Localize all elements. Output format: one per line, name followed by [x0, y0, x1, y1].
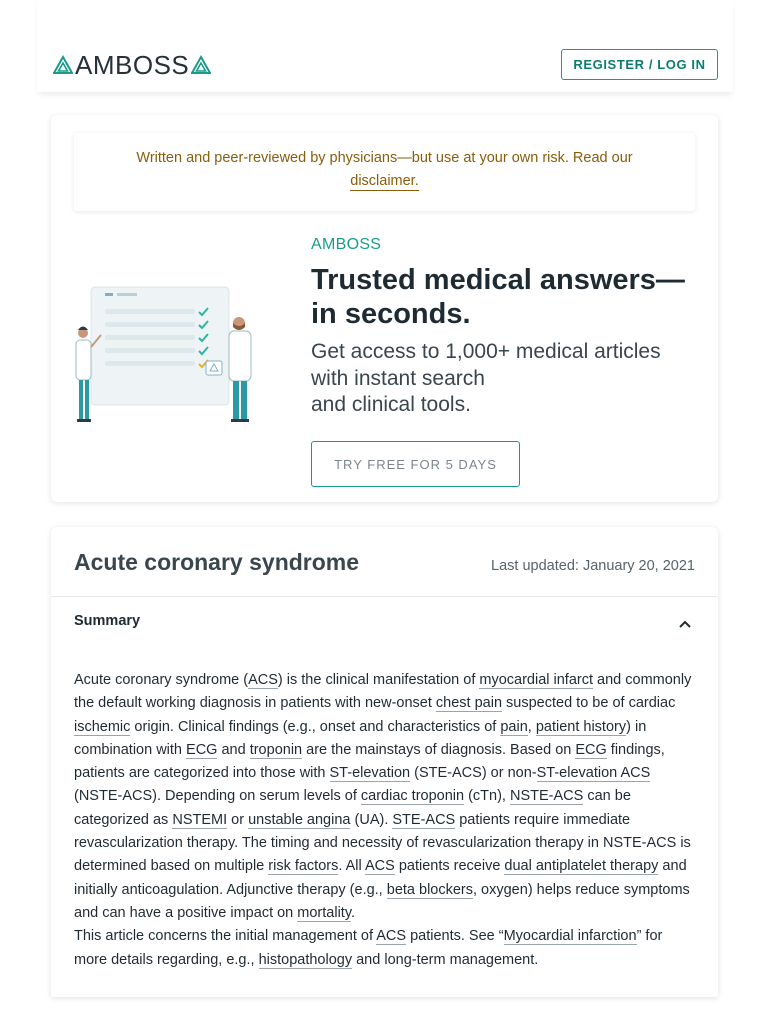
disclaimer-banner [74, 133, 695, 211]
brand-label: AMBOSS [311, 236, 382, 253]
subtitle-line: with instant search [311, 366, 485, 390]
term-link[interactable]: ST-elevation ACS [536, 765, 651, 782]
logo-triangle-icon [53, 55, 73, 75]
summary-paragraph: This article concerns the initial management of ACS patients. See “Myocardial infarction” for more details regarding, e.g., histopathology and long-term management. [74, 928, 663, 968]
logo-text: AMBOSS [75, 50, 190, 80]
term-link[interactable]: NSTE-ACS [510, 788, 584, 805]
section-title-summary[interactable]: Summary [74, 613, 141, 629]
term-link[interactable]: myocardial infarct [479, 672, 594, 688]
subtitle-line: Get access to 1,000+ medical articles [311, 340, 661, 363]
site-header [37, 0, 733, 92]
term-link[interactable]: chest pain [435, 695, 503, 712]
term-link[interactable]: ischemic [74, 718, 131, 735]
term-link[interactable]: Myocardial infarction [503, 928, 637, 945]
promo-title: Trusted medical answers—in seconds. [311, 264, 685, 330]
term-link[interactable]: unstable angina [248, 811, 351, 828]
summary-body [74, 669, 699, 972]
term-link[interactable]: pain [500, 718, 528, 735]
term-link[interactable]: NSTEMI [172, 811, 228, 828]
term-link[interactable]: mortality [297, 904, 351, 921]
term-link[interactable]: ST-elevation [329, 765, 411, 782]
amboss-logo[interactable] [53, 50, 211, 80]
term-link[interactable]: ACS [248, 672, 278, 688]
term-link[interactable]: beta blockers [386, 881, 473, 898]
promo-card [51, 115, 718, 502]
promo-subtitle [311, 339, 706, 419]
physicians-illustration [71, 285, 271, 445]
term-link[interactable]: ACS [376, 928, 407, 945]
term-link[interactable]: histopathology [258, 951, 353, 968]
term-link[interactable]: dual antiplatelet therapy [504, 858, 659, 875]
term-link[interactable]: ECG [575, 741, 607, 758]
last-updated: Last updated: January 20, 2021 [491, 558, 695, 574]
term-link[interactable]: patient history [535, 718, 627, 735]
divider [51, 596, 718, 597]
term-link[interactable]: STE-ACS [392, 811, 456, 828]
summary-paragraph: Acute coronary syndrome (ACS) is the clinical manifestation of myocardial infarct and commonly the default working diagnosis in patients with new-onset chest pain suspected to be of cardiac ischemic origin. Clinical findings (e.g., onset and characteristics of pain, patient history) in combination with ECG and troponin are the mainstays of diagnosis. Based on ECG findings, patients are categorized into those with ST-elevation (STE-ACS) or non-ST-elevation ACS (NSTE-ACS). Depending on serum levels of cardiac troponin (cTn), NSTE-ACS can be categorized as NSTEMI or unstable angina (UA). STE-ACS patients require immediate revascularization therapy. The timing and necessity of revascularization therapy in NSTE-ACS is determined based on multiple risk factors. All ACS patients receive dual antiplatelet therapy and initially anticoagulation. Adjunctive therapy (e.g., beta blockers, oxygen) helps reduce symptoms and can have a positive impact on mortality. [74, 672, 692, 921]
logo-triangle-icon [191, 55, 211, 75]
article-title: Acute coronary syndrome [74, 549, 360, 575]
subtitle-line: and clinical tools. [311, 393, 471, 416]
article-card [51, 527, 718, 997]
disclaimer-link[interactable]: disclaimer. [350, 173, 419, 189]
try-free-button[interactable]: TRY FREE FOR 5 DAYS [311, 441, 520, 487]
disclaimer-text: Written and peer-reviewed by physicians—but use at your own risk. Read our [136, 150, 633, 166]
register-login-button[interactable]: REGISTER / LOG IN [561, 49, 718, 80]
term-link[interactable]: troponin [249, 741, 303, 758]
chevron-up-icon[interactable] [678, 617, 692, 631]
term-link[interactable]: ACS [364, 858, 395, 875]
term-link[interactable]: cardiac troponin [360, 788, 465, 805]
term-link[interactable]: risk factors [268, 858, 339, 875]
term-link[interactable]: ECG [186, 741, 218, 758]
